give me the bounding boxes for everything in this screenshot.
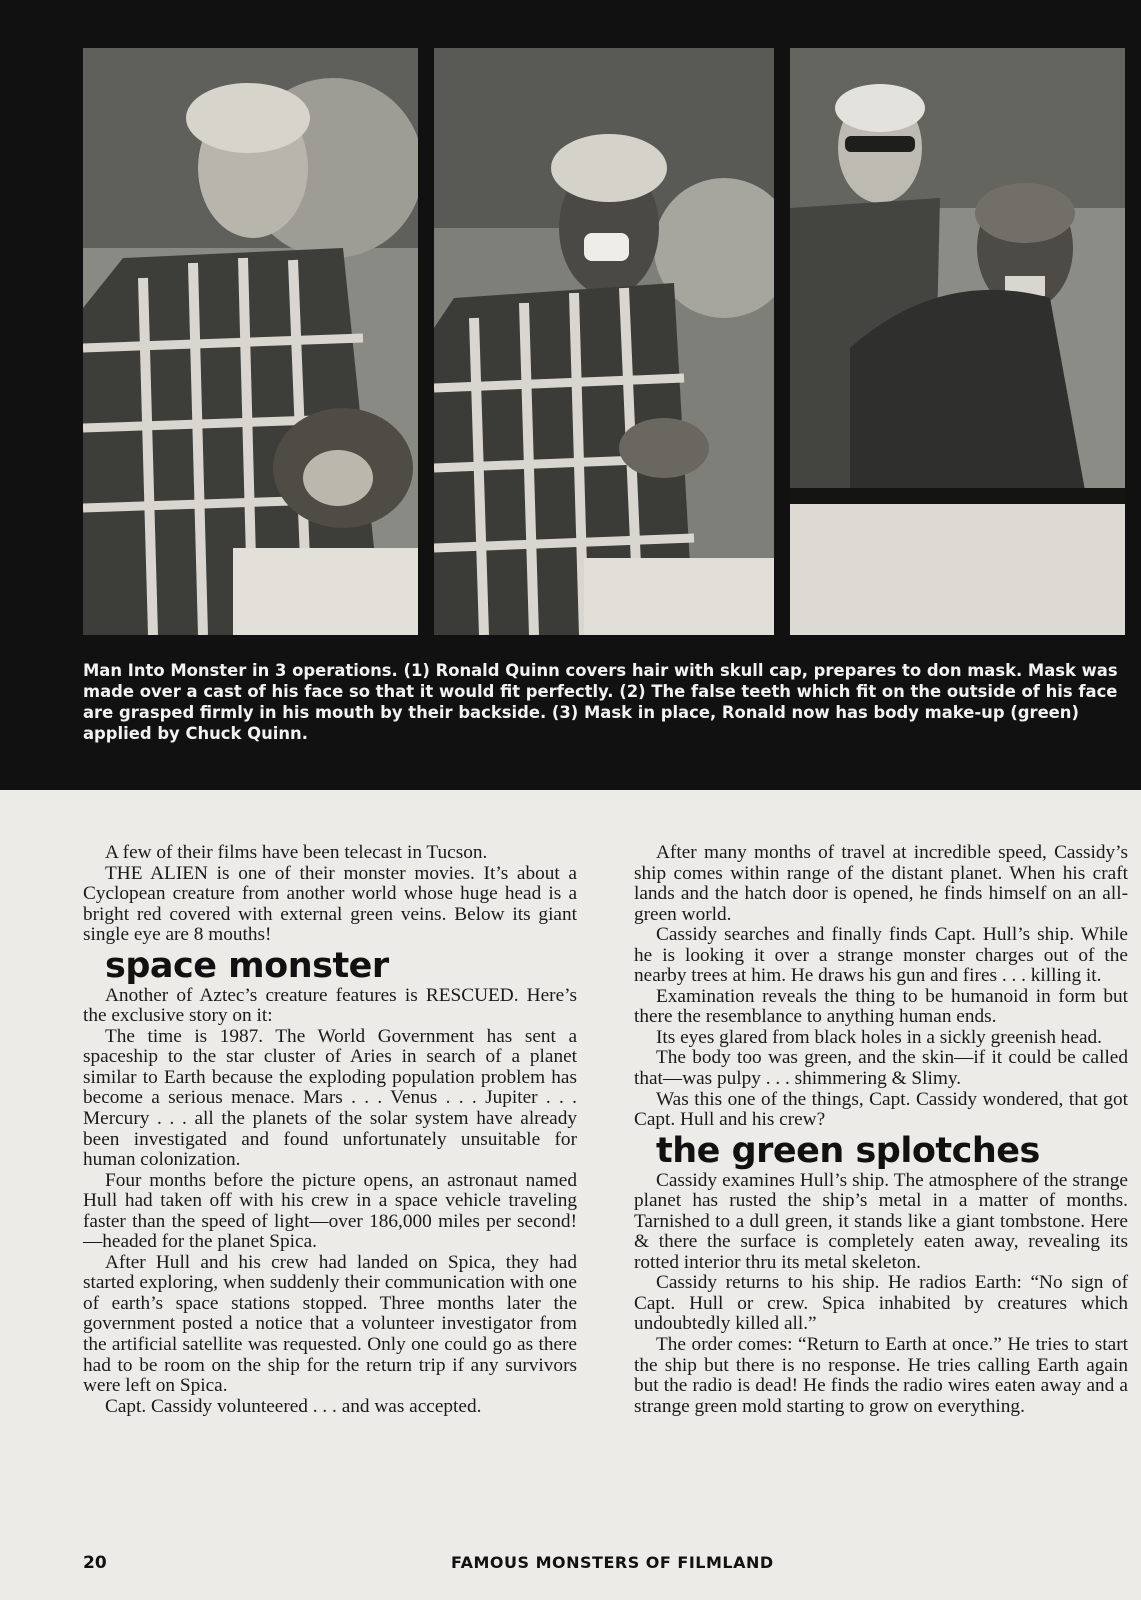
- paragraph: A few of their films have been telecast in Tucson.: [105, 842, 488, 863]
- paragraph: Cassidy searches and finally finds Capt. Hull’s ship. While he is looking it over a strange monster charges out of the nearby trees at him. He draws his gun and fires . . . killing it.: [634, 924, 1128, 987]
- paragraph: Four months before the picture opens, an astronaut named Hull had taken off with his crew in a space vehicle traveling faster than the speed of light—over 186,000 miles per second!—headed for the planet Spica.: [83, 1169, 577, 1253]
- photo-caption: Man Into Monster in 3 operations. (1) Ronald Quinn covers hair with skull cap, prepares to don mask. Mask was made over a cast of his face so that it would fit perfectly. (2) The false teeth which fit on the outside of his face are grasped firmly in his mouth by their backside. (3) Mask in place, Ronald now has body make-up (green) applied by Chuck Quinn.: [83, 661, 1118, 743]
- magazine-title: FAMOUS MONSTERS OF FILMLAND: [451, 1553, 774, 1572]
- paragraph: Its eyes glared from black holes in a sickly greenish head.: [656, 1026, 1103, 1048]
- paragraph: Capt. Cassidy volunteered . . . and was accepted.: [105, 1395, 482, 1417]
- photo-skull-cap-and-mask: [83, 48, 418, 635]
- heading-green-splotches: the green splotches: [656, 1130, 1040, 1171]
- photo-body-make-up: [790, 48, 1125, 635]
- paragraph: Examination reveals the thing to be humanoid in form but there the resemblance to anything human ends.: [634, 985, 1128, 1028]
- paragraph: Cassidy returns to his ship. He radios Earth: “No sign of Capt. Hull or crew. Spica inhabited by creatures which undoubtedly killed all.”: [634, 1272, 1128, 1335]
- left-column: [83, 843, 577, 1417]
- paragraph: The order comes: “Return to Earth at once.” He tries to start the ship but there is no response. He tries calling Earth again but the radio is dead! He finds the radio wires eaten away and a strange green mold starting to grow on everything.: [634, 1334, 1128, 1417]
- paragraph: Was this one of the things, Capt. Cassidy wondered, that got Capt. Hull and his crew?: [634, 1088, 1128, 1131]
- right-column: [634, 843, 1128, 1417]
- page-number: 20: [83, 1553, 107, 1573]
- photo-band: [0, 0, 1141, 790]
- paragraph: The body too was green, and the skin—if it could be called that—was pulpy . . . shimmering & Slimy.: [634, 1047, 1128, 1090]
- paragraph: After many months of travel at incredible speed, Cassidy’s ship comes within range of the distant planet. When his craft lands and the hatch door is opened, he finds himself on an all-green world.: [634, 842, 1128, 925]
- photo-false-teeth: [434, 48, 774, 635]
- photo-3-illustration: [790, 48, 1125, 635]
- heading-space-monster: space monster: [105, 945, 389, 986]
- paragraph: Another of Aztec’s creature features is RESCUED. Here’s the exclusive story on it:: [83, 984, 577, 1027]
- paragraph: After Hull and his crew had landed on Spica, they had started exploring, when suddenly their communication with one of earth’s space stations stopped. Three months later the government posted a notice that a volunteer investigator from the artificial satellite was requested. Only one could go as there had to be room on the ship for the return trip if any survivors were left on Spica.: [83, 1251, 577, 1397]
- paragraph: Cassidy examines Hull’s ship. The atmosphere of the strange planet has rusted the ship’s metal in a matter of months. Tarnished to a dull green, it stands like a giant tombstone. Here & there the surface is completely eaten away, revealing its rotted interior thru its metal skeleton.: [634, 1169, 1128, 1273]
- paragraph: THE ALIEN is one of their monster movies. It’s about a Cyclopean creature from another world whose huge head is a bright red covered with external green veins. Below its giant single eye are 8 mouths!: [83, 862, 577, 946]
- paragraph: The time is 1987. The World Government has sent a spaceship to the star cluster of Aries in search of a planet similar to Earth because the exploding population problem has become a serious menace. Mars . . . Venus . . . Jupiter . . . Mercury . . . all the planets of the solar system have already been investigated and found unfortunately unsuitable for human colonization.: [83, 1025, 577, 1171]
- photo-1-illustration: [83, 48, 418, 635]
- photo-2-illustration: [434, 48, 774, 635]
- page-footer: [83, 1553, 1128, 1579]
